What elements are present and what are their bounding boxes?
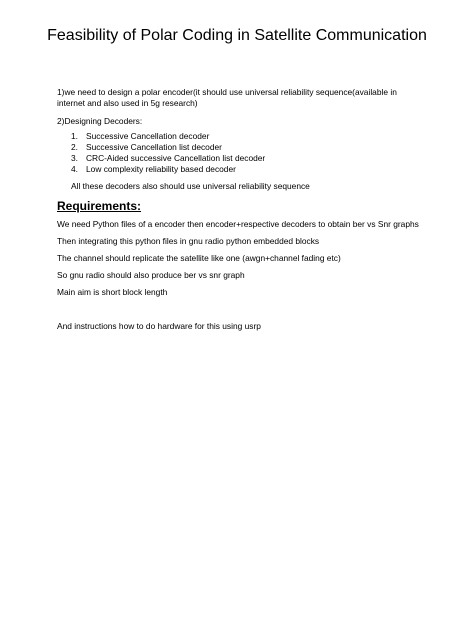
closing-paragraph: And instructions how to do hardware for this using usrp: [57, 321, 261, 331]
document-title: Feasibility of Polar Coding in Satellite Communication: [47, 27, 427, 44]
list-item-label: Successive Cancellation list decoder: [86, 142, 222, 152]
requirement-item: Then integrating this python files in gnu radio python embedded blocks: [57, 236, 320, 246]
intro-paragraph: 1)we need to design a polar encoder(it should use universal reliability sequence(available in internet and also used in 5g research): [57, 87, 397, 108]
list-item-number: 3.: [71, 153, 78, 163]
requirement-item: Main aim is short block length: [57, 287, 168, 297]
list-item-label: Low complexity reliability based decoder: [86, 164, 236, 174]
requirements-heading: Requirements:: [57, 199, 142, 213]
list-item-number: 1.: [71, 131, 78, 141]
list-item-number: 4.: [71, 164, 78, 174]
list-item-number: 2.: [71, 142, 78, 152]
requirement-item: We need Python files of a encoder then encoder+respective decoders to obtain ber vs Snr graphs: [57, 219, 419, 229]
list-item-label: CRC-Aided successive Cancellation list decoder: [86, 153, 266, 163]
decoders-heading: 2)Designing Decoders:: [57, 116, 143, 126]
requirement-item: So gnu radio should also produce ber vs snr graph: [57, 270, 245, 280]
requirement-item: The channel should replicate the satellite like one (awgn+channel fading etc): [57, 253, 341, 263]
list-item-label: Successive Cancellation decoder: [86, 131, 210, 141]
decoders-note: All these decoders also should use universal reliability sequence: [71, 181, 310, 191]
